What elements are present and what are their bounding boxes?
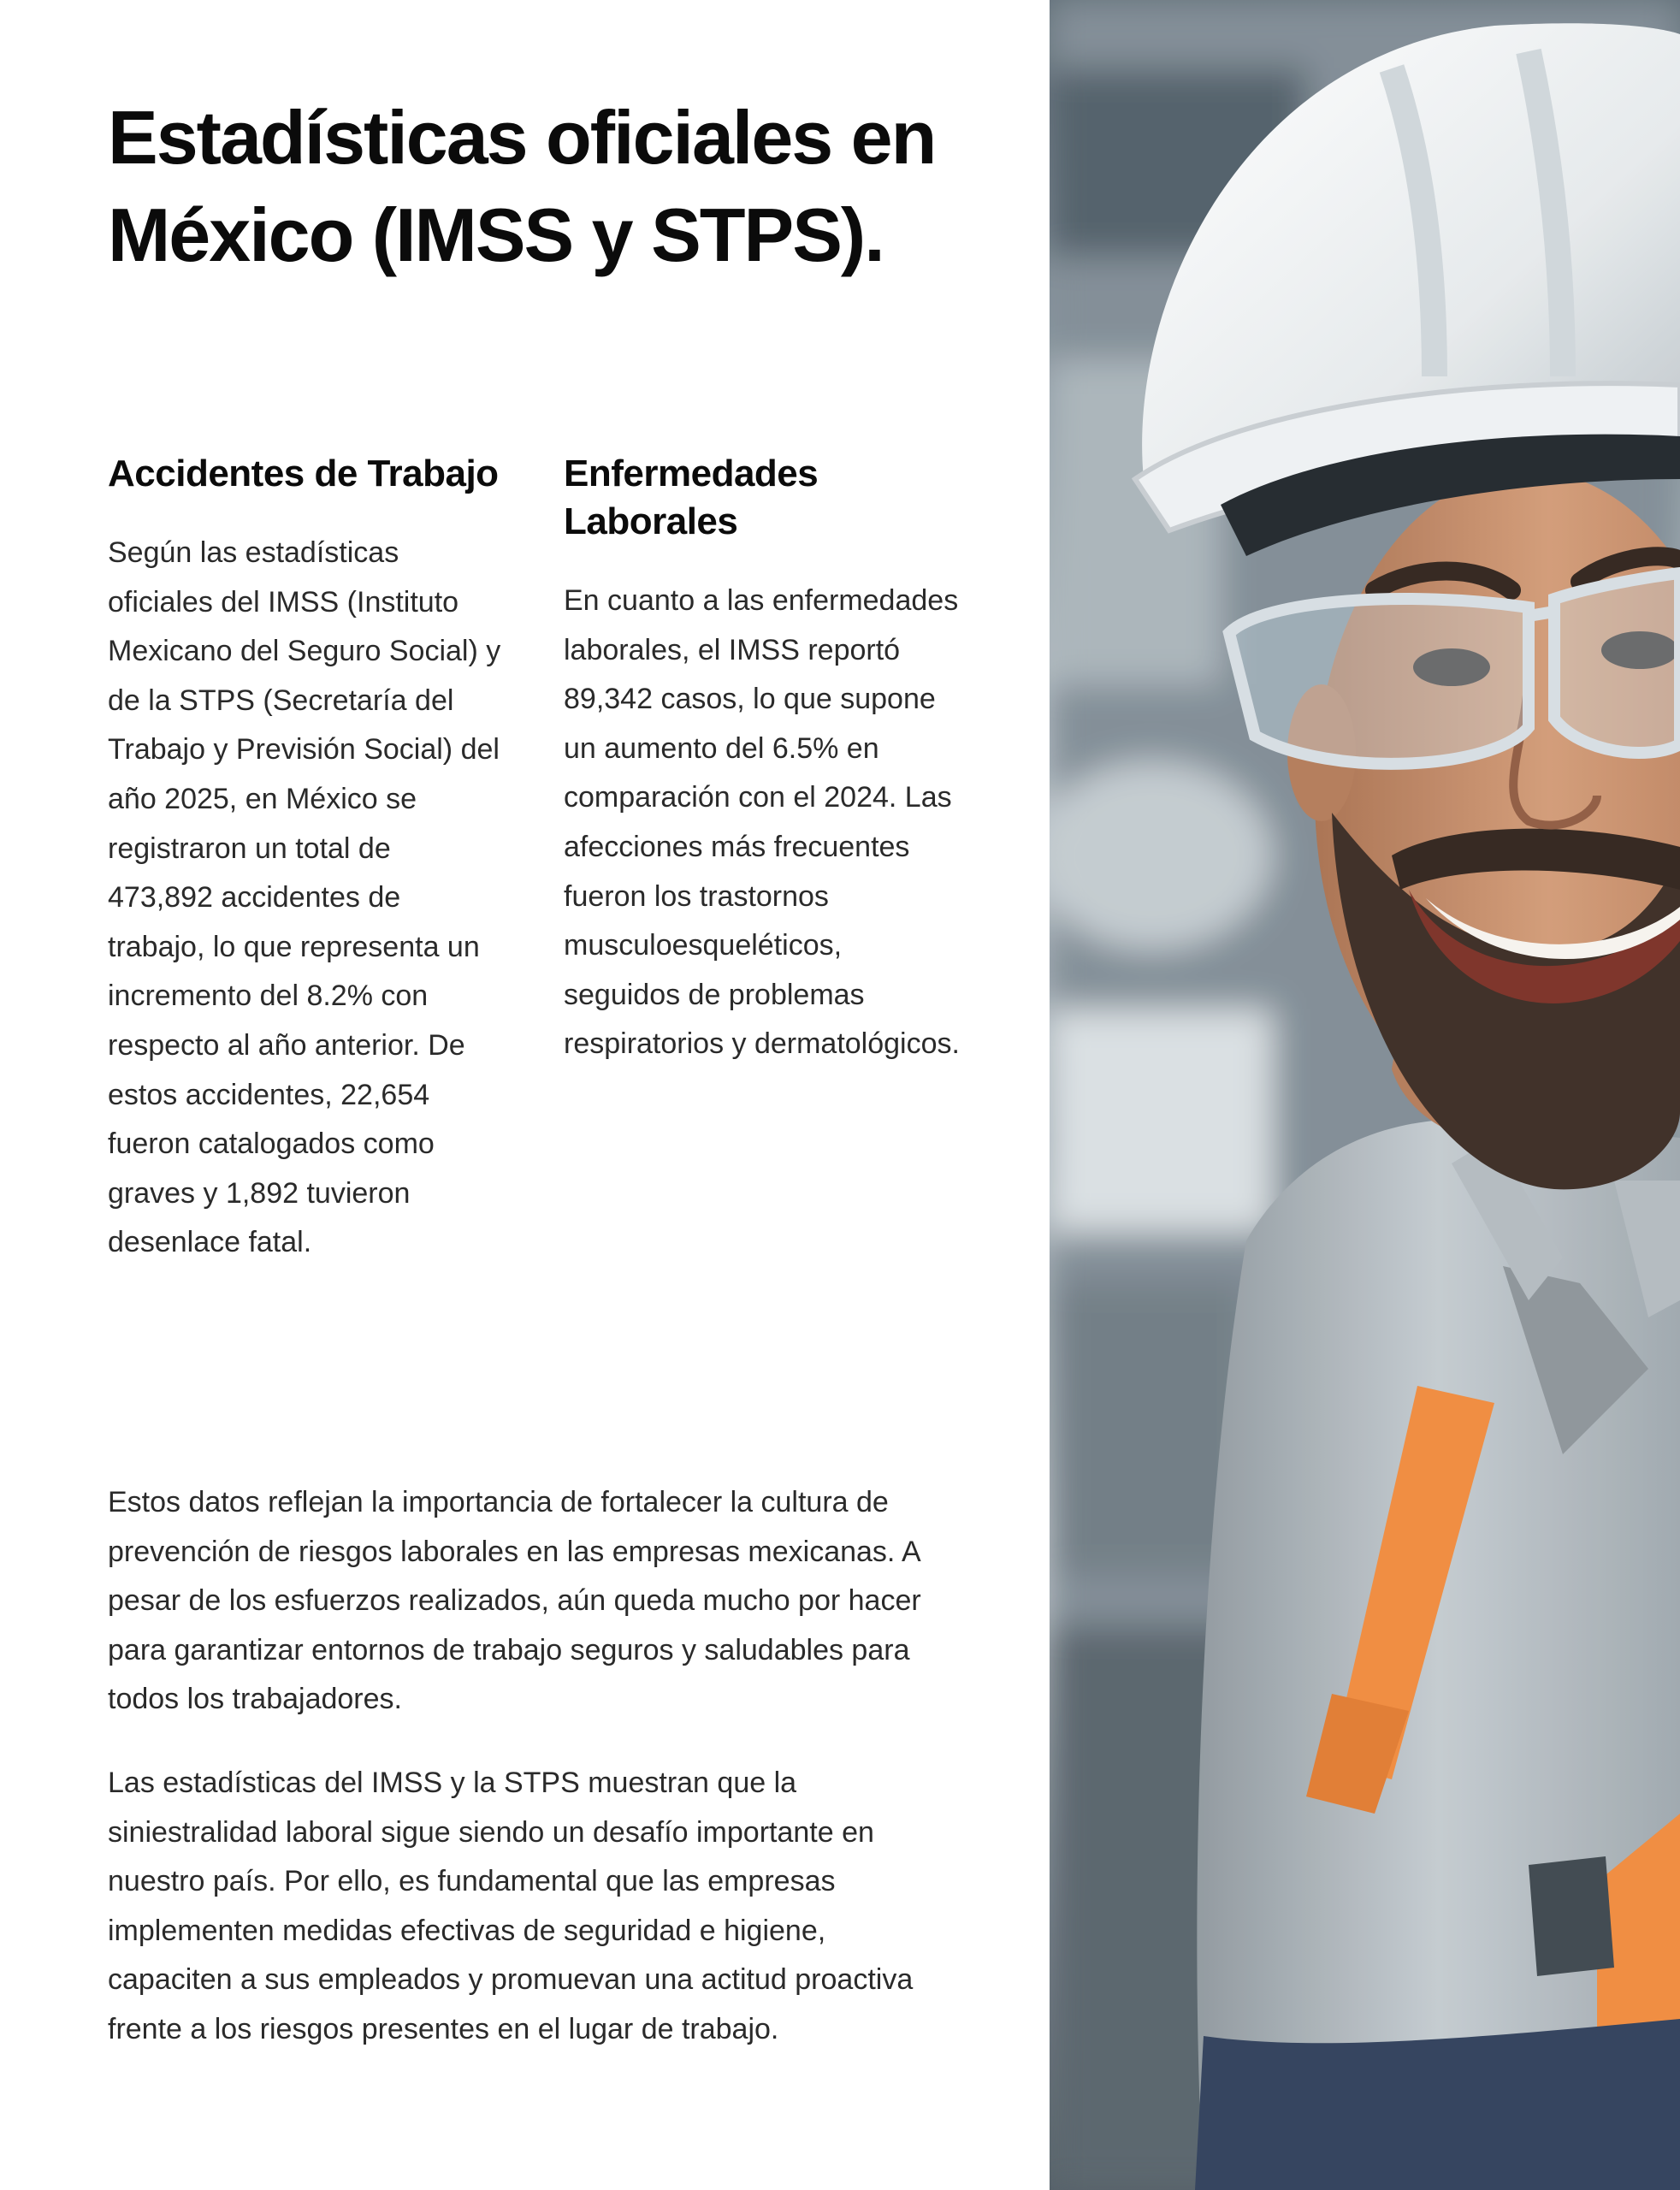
diseases-body: En cuanto a las enfermedades laborales, el IMSS reportó 89,342 casos, lo que supone un aumento del 6.5% en comparación con el 2024. Las afecciones más frecuentes fueron los trastornos musculoesqueléticos, seguidos de problemas respiratorios y dermatológicos.: [564, 584, 960, 1061]
page-title: Estadísticas oficiales en México (IMSS y STPS).: [108, 95, 936, 277]
worker-photo: [1050, 0, 1680, 2190]
accidents-section: [108, 450, 501, 1268]
accidents-heading: Accidentes de Trabajo: [108, 453, 499, 494]
worker-illustration: [1050, 0, 1680, 2190]
closing-paragraph-1: Estos datos reflejan la importancia de fortalecer la cultura de prevención de riesgos laborales en las empresas mexicanas. A pesar de los esfuerzos realizados, aún queda mucho por hacer para garantizar entornos de trabajo seguros y saludables para todos los trabajadores.: [108, 1486, 921, 1716]
closing-section: [108, 1478, 946, 2089]
diseases-heading: Enfermedades Laborales: [564, 453, 819, 542]
closing-paragraph-2: Las estadísticas del IMSS y la STPS muestran que la siniestralidad laboral sigue siendo un desafío importante en nuestro país. Por ello, es fundamental que las empresas implementen medidas efectivas de seguridad e higiene, capaciten a sus empleados y promuevan una actitud proactiva frente a los riesgos presentes en el lugar de trabajo.: [108, 1766, 914, 2045]
diseases-section: [564, 450, 966, 1069]
accidents-body: Según las estadísticas oficiales del IMSS (Instituto Mexicano del Seguro Social) y de la STPS (Secretaría del Trabajo y Previsión Social) del año 2025, en México se registraron un total de 473,892 accidentes de trabajo, lo que representa un incremento del 8.2% con respecto al año anterior. De estos accidentes, 22,654 fueron catalogados como graves y 1,892 tuvieron desenlace fatal.: [108, 536, 501, 1259]
